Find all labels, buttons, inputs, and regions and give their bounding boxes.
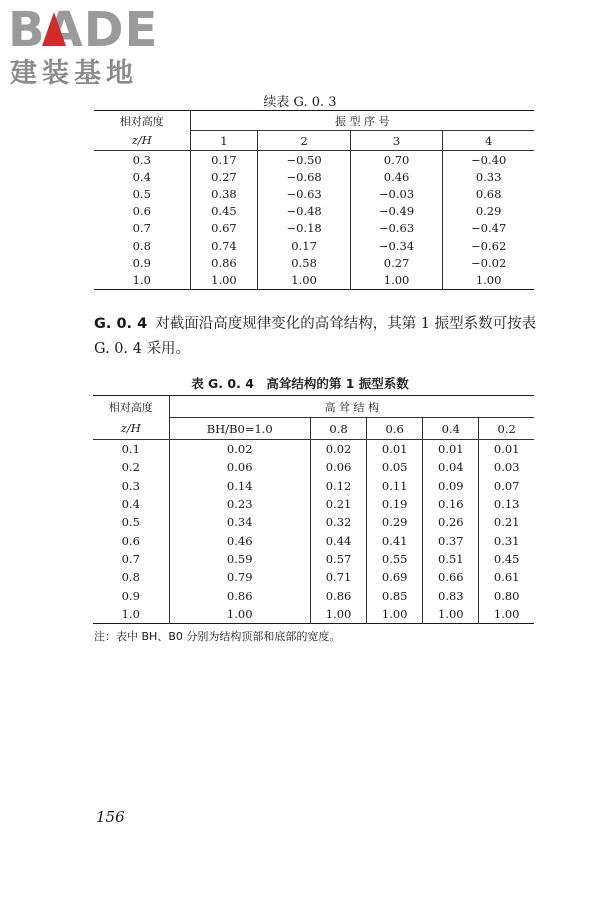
table-row bbox=[93, 586, 534, 604]
coefficient-cell: 0.27 bbox=[190, 168, 258, 185]
coefficient-cell: 0.31 bbox=[479, 531, 534, 549]
page-number: 156 bbox=[96, 808, 125, 826]
coefficient-cell: 0.71 bbox=[310, 568, 366, 586]
coefficient-cell: 1.00 bbox=[423, 605, 479, 624]
row-height-ratio-cell: 0.3 bbox=[132, 152, 151, 167]
coefficient-cell: 0.14 bbox=[169, 477, 310, 495]
row-height-ratio-cell: 0.7 bbox=[132, 221, 151, 236]
coefficient-cell: 0.67 bbox=[190, 220, 258, 237]
table-row bbox=[94, 185, 534, 202]
table-row bbox=[94, 271, 534, 289]
table-row bbox=[93, 477, 534, 495]
row-height-ratio-cell: 0.6 bbox=[121, 533, 140, 548]
row-height-ratio-cell: 0.5 bbox=[132, 186, 151, 201]
table2-col-header: BH/B0=1.0 bbox=[169, 418, 310, 440]
clause-text: 对截面沿高度规律变化的高耸结构，其第 1 振型系数可按表 G. 0. 4 采用。 bbox=[94, 316, 537, 357]
table1-body bbox=[94, 151, 534, 290]
table-row bbox=[94, 203, 534, 220]
row-height-ratio-cell: 0.6 bbox=[132, 204, 151, 219]
coefficient-cell: 0.46 bbox=[350, 168, 442, 185]
coefficient-cell: 0.26 bbox=[423, 513, 479, 531]
table-row bbox=[94, 168, 534, 185]
coefficient-cell: 0.11 bbox=[367, 477, 423, 495]
row-height-ratio-cell: 0.4 bbox=[121, 497, 140, 512]
coefficient-cell: 0.86 bbox=[169, 586, 310, 604]
coefficient-cell: −0.68 bbox=[258, 168, 350, 185]
coefficient-cell: 0.21 bbox=[310, 495, 366, 513]
coefficient-cell: 0.85 bbox=[367, 586, 423, 604]
coefficient-cell: −0.34 bbox=[350, 237, 442, 254]
clause-paragraph bbox=[94, 312, 544, 362]
coefficient-cell: 0.05 bbox=[367, 458, 423, 476]
coefficient-cell: 0.37 bbox=[423, 531, 479, 549]
table1-group-header: 振 型 序 号 bbox=[190, 111, 534, 131]
coefficient-cell: 1.00 bbox=[479, 605, 534, 624]
coefficient-cell: 0.19 bbox=[367, 495, 423, 513]
coefficient-cell: 0.02 bbox=[310, 440, 366, 459]
table-row bbox=[93, 495, 534, 513]
table1-title: 续表 G. 0. 3 bbox=[263, 95, 337, 110]
coefficient-cell: 0.33 bbox=[443, 168, 534, 185]
coefficient-cell: 0.01 bbox=[367, 440, 423, 459]
coefficient-cell: 0.51 bbox=[423, 550, 479, 568]
table-row bbox=[94, 151, 534, 169]
coefficient-cell: 1.00 bbox=[310, 605, 366, 624]
coefficient-cell: 0.29 bbox=[367, 513, 423, 531]
coefficient-cell: −0.49 bbox=[350, 203, 442, 220]
row-height-ratio-cell: 0.4 bbox=[132, 169, 151, 184]
table2-header-left-bottom: z/H bbox=[93, 418, 169, 440]
logo-subtitle: 建装基地 bbox=[10, 58, 138, 89]
coefficient-cell: 0.21 bbox=[479, 513, 534, 531]
coefficient-cell: −0.62 bbox=[443, 237, 534, 254]
table1-col-header: 2 bbox=[258, 131, 350, 151]
coefficient-cell: 0.68 bbox=[443, 185, 534, 202]
table2 bbox=[93, 395, 534, 624]
row-height-ratio-cell: 0.3 bbox=[121, 478, 140, 493]
table1-col-header: 1 bbox=[190, 131, 258, 151]
table-row bbox=[93, 513, 534, 531]
table-row bbox=[93, 605, 534, 624]
coefficient-cell: 0.09 bbox=[423, 477, 479, 495]
coefficient-cell: 0.06 bbox=[310, 458, 366, 476]
coefficient-cell: 0.32 bbox=[310, 513, 366, 531]
coefficient-cell: 0.61 bbox=[479, 568, 534, 586]
coefficient-cell: 0.83 bbox=[423, 586, 479, 604]
table2-col-header: 0.8 bbox=[310, 418, 366, 440]
coefficient-cell: 0.86 bbox=[190, 254, 258, 271]
coefficient-cell: 0.79 bbox=[169, 568, 310, 586]
row-height-ratio-cell: 0.5 bbox=[121, 515, 140, 530]
coefficient-cell: 0.17 bbox=[190, 151, 258, 169]
table-row bbox=[94, 220, 534, 237]
coefficient-cell: 0.03 bbox=[479, 458, 534, 476]
row-height-ratio-cell: 1.0 bbox=[121, 606, 140, 621]
table1-header-left-bottom: z/H bbox=[94, 131, 190, 151]
table-row bbox=[94, 237, 534, 254]
coefficient-cell: −0.03 bbox=[350, 185, 442, 202]
row-height-ratio-cell: 0.9 bbox=[132, 255, 151, 270]
table1-col-header: 3 bbox=[350, 131, 442, 151]
coefficient-cell: 0.45 bbox=[479, 550, 534, 568]
coefficient-cell: 0.01 bbox=[479, 440, 534, 459]
row-height-ratio-cell: 0.1 bbox=[121, 442, 140, 457]
coefficient-cell: −0.47 bbox=[443, 220, 534, 237]
coefficient-cell: 1.00 bbox=[258, 271, 350, 289]
table1 bbox=[94, 110, 534, 290]
coefficient-cell: 0.58 bbox=[258, 254, 350, 271]
coefficient-cell: 0.04 bbox=[423, 458, 479, 476]
row-height-ratio-cell: 0.9 bbox=[121, 588, 140, 603]
coefficient-cell: 0.46 bbox=[169, 531, 310, 549]
table-row bbox=[93, 568, 534, 586]
coefficient-cell: 0.27 bbox=[350, 254, 442, 271]
coefficient-cell: 0.86 bbox=[310, 586, 366, 604]
coefficient-cell: 0.17 bbox=[258, 237, 350, 254]
table2-col-header: 0.4 bbox=[423, 418, 479, 440]
coefficient-cell: 0.69 bbox=[367, 568, 423, 586]
table2-title: 表 G. 0. 4 高耸结构的第 1 振型系数 bbox=[191, 376, 409, 391]
coefficient-cell: 0.66 bbox=[423, 568, 479, 586]
coefficient-cell: 0.41 bbox=[367, 531, 423, 549]
row-height-ratio-cell: 0.2 bbox=[121, 460, 140, 475]
bade-logo bbox=[8, 4, 178, 92]
row-height-ratio-cell: 1.0 bbox=[132, 272, 151, 287]
coefficient-cell: −0.50 bbox=[258, 151, 350, 169]
coefficient-cell: 0.34 bbox=[169, 513, 310, 531]
table2-header-left-top: 相对高度 bbox=[108, 400, 153, 414]
table-row bbox=[93, 440, 534, 459]
coefficient-cell: 0.70 bbox=[350, 151, 442, 169]
row-height-ratio-cell: 0.8 bbox=[121, 570, 140, 585]
coefficient-cell: 0.74 bbox=[190, 237, 258, 254]
table-row bbox=[94, 254, 534, 271]
coefficient-cell: 0.02 bbox=[169, 440, 310, 459]
coefficient-cell: −0.63 bbox=[350, 220, 442, 237]
clause-number: G. 0. 4 bbox=[94, 316, 148, 332]
table2-group-header: 高 耸 结 构 bbox=[169, 396, 534, 418]
coefficient-cell: −0.18 bbox=[258, 220, 350, 237]
table2-note: 注：表中 BH、B0 分别为结构顶部和底部的宽度。 bbox=[94, 630, 341, 643]
coefficient-cell: 0.59 bbox=[169, 550, 310, 568]
coefficient-cell: −0.48 bbox=[258, 203, 350, 220]
table-row bbox=[93, 550, 534, 568]
coefficient-cell: 1.00 bbox=[190, 271, 258, 289]
coefficient-cell: 0.01 bbox=[423, 440, 479, 459]
table1-col-header: 4 bbox=[443, 131, 534, 151]
table2-col-header: 0.6 bbox=[367, 418, 423, 440]
table2-body bbox=[93, 440, 534, 624]
coefficient-cell: 0.57 bbox=[310, 550, 366, 568]
coefficient-cell: 1.00 bbox=[367, 605, 423, 624]
logo-red-triangle bbox=[42, 12, 66, 46]
coefficient-cell: 0.16 bbox=[423, 495, 479, 513]
coefficient-cell: 0.23 bbox=[169, 495, 310, 513]
coefficient-cell: 1.00 bbox=[443, 271, 534, 289]
logo-wordmark: BADE bbox=[8, 2, 159, 58]
coefficient-cell: 0.07 bbox=[479, 477, 534, 495]
coefficient-cell: 1.00 bbox=[169, 605, 310, 624]
coefficient-cell: 0.55 bbox=[367, 550, 423, 568]
coefficient-cell: 0.29 bbox=[443, 203, 534, 220]
coefficient-cell: 0.06 bbox=[169, 458, 310, 476]
coefficient-cell: 1.00 bbox=[350, 271, 442, 289]
coefficient-cell: −0.02 bbox=[443, 254, 534, 271]
coefficient-cell: 0.44 bbox=[310, 531, 366, 549]
row-height-ratio-cell: 0.8 bbox=[132, 238, 151, 253]
coefficient-cell: 0.38 bbox=[190, 185, 258, 202]
coefficient-cell: −0.63 bbox=[258, 185, 350, 202]
coefficient-cell: −0.40 bbox=[443, 151, 534, 169]
table-row bbox=[93, 531, 534, 549]
row-height-ratio-cell: 0.7 bbox=[121, 551, 140, 566]
coefficient-cell: 0.45 bbox=[190, 203, 258, 220]
table-row bbox=[93, 458, 534, 476]
coefficient-cell: 0.80 bbox=[479, 586, 534, 604]
table2-col-header: 0.2 bbox=[479, 418, 534, 440]
table1-header-left-top: 相对高度 bbox=[119, 114, 164, 128]
coefficient-cell: 0.12 bbox=[310, 477, 366, 495]
coefficient-cell: 0.13 bbox=[479, 495, 534, 513]
